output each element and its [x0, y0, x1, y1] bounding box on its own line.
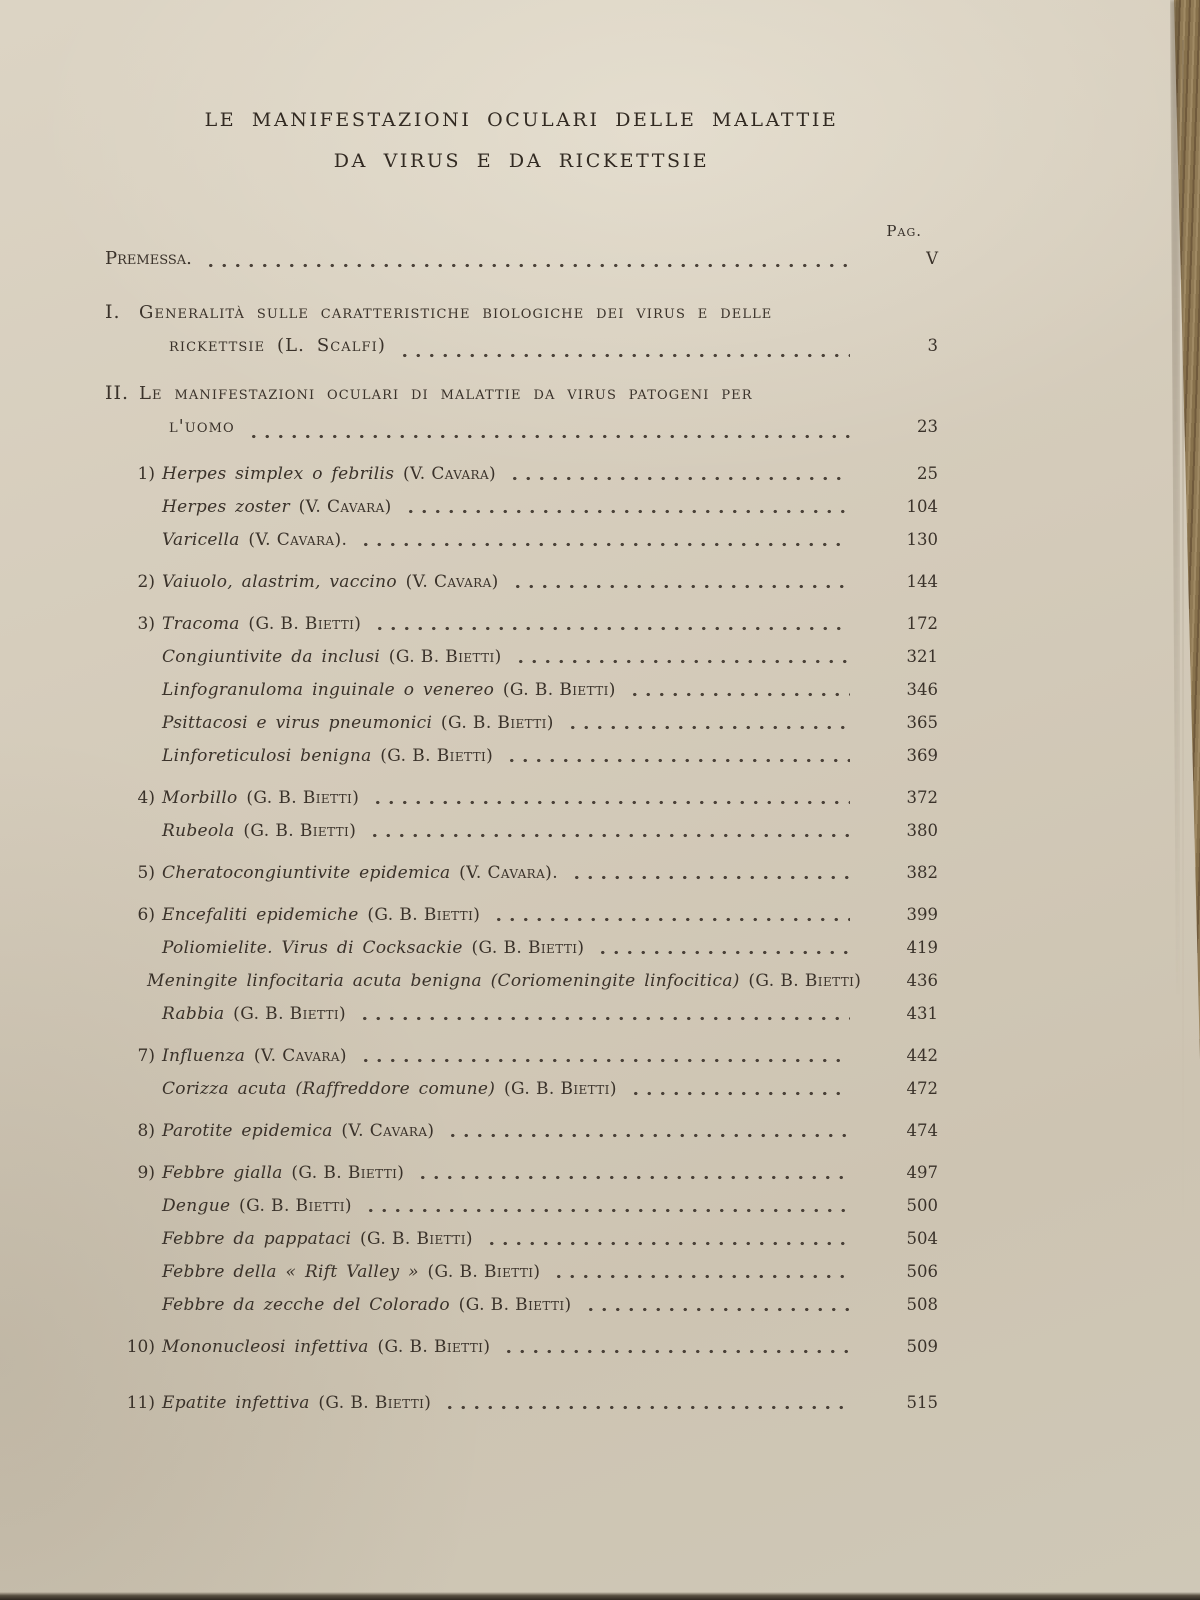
entry-author: (G. B. Bietti): [359, 1229, 473, 1249]
entry-number: 4): [137, 788, 155, 808]
book-title-line1: LE MANIFESTAZIONI OCULARI DELLE MALATTIE: [204, 109, 839, 131]
entry-author: (V. Cavara): [253, 1046, 347, 1066]
entry-title: [162, 613, 361, 635]
toc-entry: [105, 463, 938, 485]
dot-leader: [359, 1049, 850, 1067]
entry-author: (V. Cavara): [341, 1121, 435, 1141]
entry-title: [162, 571, 499, 593]
dot-leader: [404, 500, 850, 518]
entry-title-text: Febbre gialla: [162, 1163, 292, 1183]
toc-entry: [105, 862, 938, 884]
dot-leader: [570, 866, 850, 884]
toc-entry: [105, 937, 938, 959]
toc-entry: [105, 496, 938, 518]
entry-page: 431: [906, 1004, 938, 1023]
section-line1: Generalità sulle caratteristiche biologiche dei virus e delle: [139, 302, 773, 323]
entry-title-text: Corizza acuta (Raffreddore comune): [162, 1079, 504, 1099]
entry-author: (G. B. Bietti): [748, 971, 862, 991]
entry-author: (G. B. Bietti): [243, 821, 357, 841]
toc-entry: [105, 679, 938, 701]
entry-title: [162, 1003, 346, 1025]
entry-title-text: Varicella: [162, 530, 249, 550]
entry-author: (G. B. Bietti): [233, 1004, 347, 1024]
entry-page: 172: [906, 614, 938, 633]
section-line2: l'uomo: [169, 416, 235, 437]
toc-entry: [105, 1294, 938, 1316]
entry-author: (V. Cavara): [298, 497, 392, 517]
entry-title: [162, 712, 554, 734]
entry-title-text: Linfogranuloma inguinale o venereo: [162, 680, 503, 700]
entry-page: 500: [906, 1196, 938, 1215]
entry-title-text: Dengue: [162, 1196, 240, 1216]
toc-entry: [105, 1336, 938, 1358]
entry-title: [162, 529, 347, 551]
section-numeral: II.: [105, 382, 130, 404]
photo-bottom-edge: [0, 1592, 1200, 1600]
entry-author: (G. B. Bietti): [239, 1196, 352, 1216]
entry-title: [162, 937, 584, 959]
entry-title: [162, 646, 502, 668]
entry-title-text: Morbillo: [162, 788, 247, 808]
entry-page: 399: [906, 905, 938, 924]
premessa-label: Premessa.: [105, 248, 192, 269]
entry-author: (G. B. Bietti): [388, 647, 502, 667]
entry-number: 9): [137, 1163, 155, 1183]
entry-title: [162, 787, 359, 809]
dot-leader: [629, 1082, 850, 1100]
dot-leader: [446, 1124, 850, 1142]
dot-leader: [368, 824, 850, 842]
entry-title: [162, 1294, 572, 1316]
entry-author: (G. B. Bietti): [458, 1295, 572, 1315]
entry-title: [162, 496, 392, 518]
toc-entry: [105, 529, 938, 551]
dot-leader: [364, 1199, 850, 1217]
entry-title-text: Tracoma: [162, 614, 249, 634]
toc-entry: [105, 1162, 938, 1184]
entry-title: [162, 1045, 347, 1067]
entry-title-text: Congiuntivite da inclusi: [162, 647, 389, 667]
dot-leader: [552, 1265, 850, 1283]
entry-page: 130: [906, 530, 938, 549]
entry-title: [162, 1261, 540, 1283]
entry-title: [162, 904, 480, 926]
entry-title-text: Herpes simplex o febrilis: [162, 464, 403, 484]
section-numeral: I.: [105, 301, 121, 323]
dot-leader: [373, 617, 850, 635]
entry-title: [162, 1078, 617, 1100]
entry-author: (V. Cavara): [405, 572, 499, 592]
toc-entries: [105, 463, 938, 1414]
section-page: 23: [917, 417, 938, 436]
dot-leader: [502, 1340, 850, 1358]
entry-number: 6): [137, 905, 155, 925]
entry-page: 508: [906, 1295, 938, 1314]
toc-entry: [105, 1195, 938, 1217]
entry-number: 7): [137, 1046, 155, 1066]
entry-number: 11): [126, 1393, 155, 1413]
toc-entry: [105, 613, 938, 635]
section-I: [105, 296, 938, 362]
entry-author: (V. Cavara).: [459, 863, 559, 883]
entry-author: (V. Cavara).: [248, 530, 348, 550]
entry-page: 419: [906, 938, 938, 957]
entry-page: 515: [906, 1393, 938, 1412]
entry-title-text: Meningite linfocitaria acuta benigna (Coriomeningite linfocitica): [147, 971, 749, 991]
toc-entry: [105, 1003, 938, 1025]
toc-entry: [105, 1228, 938, 1250]
entry-page: 144: [906, 572, 938, 591]
dot-leader: [514, 650, 850, 668]
entry-title-text: Influenza: [162, 1046, 254, 1066]
entry-title-text: Herpes zoster: [162, 497, 299, 517]
entry-title: [162, 862, 558, 884]
entry-title: [162, 679, 616, 701]
entry-author: (G. B. Bietti): [248, 614, 362, 634]
entry-title: [162, 1392, 431, 1414]
section-II: [105, 377, 938, 443]
toc-entry: [105, 1045, 938, 1067]
entry-page: 382: [906, 863, 938, 882]
entry-number: 3): [137, 614, 155, 634]
toc-entry: [105, 745, 938, 767]
entry-author: (G. B. Bietti): [440, 713, 554, 733]
dot-leader: [247, 425, 850, 443]
toc-entry: [105, 820, 938, 842]
book-title-line2: DA VIRUS E DA RICKETTSIE: [333, 150, 710, 172]
book-title: [105, 100, 938, 182]
entry-author: (G. B. Bietti): [367, 905, 481, 925]
entry-page: 472: [906, 1079, 938, 1098]
toc-entry: [105, 646, 938, 668]
dot-leader: [584, 1298, 850, 1316]
dot-leader: [358, 1007, 850, 1025]
entry-page: 365: [906, 713, 938, 732]
entry-author: (G. B. Bietti): [291, 1163, 405, 1183]
entry-title: [162, 1162, 404, 1184]
entry-author: (G. B. Bietti): [471, 938, 585, 958]
entry-title: [162, 463, 496, 485]
entry-number: 5): [137, 863, 155, 883]
entry-title: [147, 970, 861, 992]
dot-leader: [359, 533, 850, 551]
toc-entry: [105, 1261, 938, 1283]
toc-content: [105, 0, 938, 1414]
entry-title-text: Linforeticulosi benigna: [162, 746, 381, 766]
toc-entry: [105, 787, 938, 809]
entry-page: 442: [906, 1046, 938, 1065]
entry-page: 509: [906, 1337, 938, 1356]
entry-author: (G. B. Bietti): [318, 1393, 432, 1413]
entry-page: 321: [906, 647, 938, 666]
page-column-header: Pag.: [886, 222, 922, 240]
toc-entry: [105, 1120, 938, 1142]
entry-title-text: Febbre da pappataci: [162, 1229, 360, 1249]
entry-title-text: Cheratocongiuntivite epidemica: [162, 863, 460, 883]
entry-page: 436: [906, 971, 938, 990]
dot-leader: [492, 908, 850, 926]
entry-page: 369: [906, 746, 938, 765]
toc-entry: [105, 904, 938, 926]
entry-title-text: Rabbia: [162, 1004, 234, 1024]
section-line2: rickettsie (L. Scalfi): [169, 335, 387, 356]
entry-title-text: Psittacosi e virus pneumonici: [162, 713, 441, 733]
entry-page: 504: [906, 1229, 938, 1248]
entry-title: [162, 745, 493, 767]
entry-title-text: Febbre della « Rift Valley »: [162, 1262, 428, 1282]
entry-page: 474: [906, 1121, 938, 1140]
entry-author: (G. B. Bietti): [503, 1079, 617, 1099]
dot-leader: [443, 1396, 850, 1414]
entry-number: 2): [137, 572, 155, 592]
entry-title-text: Poliomielite. Virus di Cocksackie: [162, 938, 472, 958]
entry-author: (G. B. Bietti): [246, 788, 360, 808]
entry-title: [162, 1336, 490, 1358]
entry-page: 380: [906, 821, 938, 840]
dot-leader: [596, 941, 850, 959]
entry-author: (V. Cavara): [402, 464, 497, 484]
dot-leader: [508, 467, 850, 485]
toc-entry: [105, 712, 938, 734]
entry-page: 372: [906, 788, 938, 807]
dot-leader: [398, 344, 850, 362]
entry-title: [162, 820, 356, 842]
entry-title: [162, 1120, 434, 1142]
section-page: 3: [927, 336, 938, 355]
toc-entry: [105, 571, 938, 593]
entry-author: (G. B. Bietti): [380, 746, 494, 766]
dot-leader: [485, 1232, 850, 1250]
entry-number: 10): [126, 1337, 155, 1357]
entry-title-text: Encefaliti epidemiche: [162, 905, 368, 925]
dot-leader: [511, 575, 850, 593]
toc-entry: [105, 1392, 938, 1414]
premessa-page: V: [926, 249, 938, 268]
entry-title-text: Febbre da zecche del Colorado: [162, 1295, 459, 1315]
entry-page: 346: [906, 680, 938, 699]
dot-leader: [204, 254, 850, 272]
entry-title-text: Vaiuolo, alastrim, vaccino: [162, 572, 406, 592]
entry-title-text: Mononucleosi infettiva: [162, 1337, 378, 1357]
dot-leader: [505, 749, 850, 767]
entry-page: 497: [906, 1163, 938, 1182]
dot-leader: [628, 683, 850, 701]
entry-title-text: Parotite epidemica: [162, 1121, 342, 1141]
entry-title-text: Rubeola: [162, 821, 244, 841]
entry-title-text: Epatite infettiva: [162, 1393, 319, 1413]
section-line1: Le manifestazioni oculari di malattie da virus patogeni per: [139, 383, 753, 404]
entry-title: [162, 1195, 352, 1217]
entry-author: (G. B. Bietti): [377, 1337, 491, 1357]
entry-number: 1): [137, 464, 155, 484]
entry-author: (G. B. Bietti): [427, 1262, 541, 1282]
paper-crease: [1182, 40, 1184, 1240]
entry-number: 8): [137, 1121, 155, 1141]
entry-page: 25: [917, 464, 938, 483]
page-edge-shadow: [1170, 0, 1180, 1000]
entry-title: [162, 1228, 473, 1250]
toc-entry: [105, 970, 938, 992]
toc-entry: [105, 1078, 938, 1100]
entry-page: 104: [906, 497, 938, 516]
dot-leader: [371, 791, 850, 809]
entry-author: (G. B. Bietti): [502, 680, 616, 700]
dot-leader: [566, 716, 850, 734]
premessa-row: [105, 246, 938, 272]
dot-leader: [416, 1166, 850, 1184]
entry-page: 506: [906, 1262, 938, 1281]
